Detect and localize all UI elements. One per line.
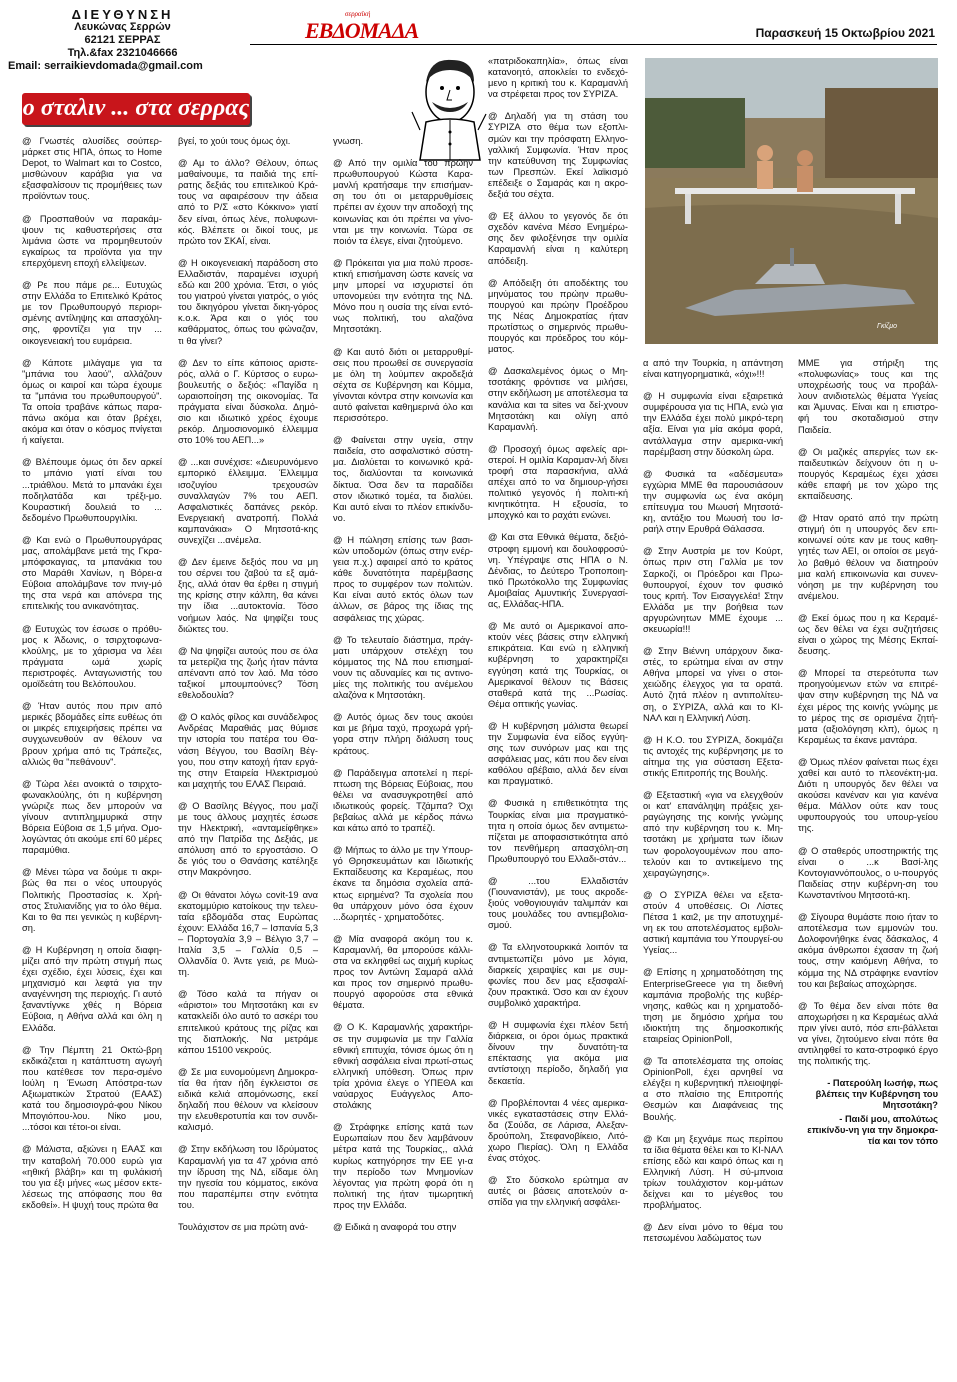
paragraph: @ Να ψηφίζει αυτούς που σε όλα τα μετερίζια της ζωής ήταν πάντα απέναντι από τον λαό. Μα τόσο ταξικοί μπουμπούνες? Τόση εθελοδουλία? (178, 645, 318, 701)
paragraph: @ Αυτός όμως δεν τους ακούει και με βήμα ταχύ, προχωρά γρή-γορα στην πλήρη διάλυση τους κράτους. (333, 712, 473, 756)
paragraph: @ Στην Αυστρία με τον Κούρτ, όπως πριν στη Γαλλία με τον Σαρκοζί, οι Πρόεδροι και Πρω-θυπουργοί, έχουν τον φυσικό τους κριτή. Τον Εισαγγελέα! Στην Ελλάδα με την βοήθεια των αργυρώνητων ΜΜΕ έχουμε ... σκευωρία!!! (643, 546, 783, 634)
paragraph: @ Η οικογενειακή παράδοση στο Ελλαδιστάν, παραμένει ισχυρή εδώ και 200 χρόνια. Έτσι, ο γιός του γιατρού γίνεται γιατρός, ο γιός του δικηγόρου γίνεται δικη-γόρος κ.ο.κ. Άρα και ο γιός του καθάρματος, όπως του φώναζαν, τι θα γίνει? (178, 257, 318, 346)
paragraph: @ Στο δύσκολο ερώτημα αν αυτές οι βάσεις αποτελούν α-σπίδα για την ελληνική ασφάλει- (488, 1175, 628, 1208)
paragraph: @ Μήπως το άλλο με την Υπουρ-γό Θρησκευμάτων και Ιδιωτικής Εκπαίδευσης κα Κεραμέως, που έκανε τα δημόσια σχολεία απά-κτως ειρημένα? Τα σχολεία που θα υπάρχουν μόνο όσα έχουν ...δωρητές - χρηματοδότες. (333, 845, 473, 922)
qa-answer: - Παιδί μου, απολύτως επικίνδυ-νη για την δημοκρα-τία και τον τόπο (807, 1113, 938, 1146)
paragraph: @ Η Κ.Ο. του ΣΥΡΙΖΑ, δοκιμάζει τις αντοχές της κυβέρνησης με το αίτημα της για σύσταση Εξετα-στικής Επιτροπής της Βουλής. (643, 734, 783, 778)
address-phone: Τηλ.&fax 2321046666 (67, 47, 178, 59)
paragraph: @ Και αυτό διότι οι μεταρρυθμί-σεις που προωθεί σε συνεργασία με όλη τη λούμπεν ακροδεξιά σέχτα σε Κυβέρνηση και Κόμμα, γίνονται κόντρα στην κοινωνία και αυτό φαίνεται καθημερινά όλο και περισσότερο. (333, 346, 473, 424)
paragraph: @ Σίγουρα θυμάστε ποιο ήταν το αποτέλεσμα των εμμονών του. Δολοφονήθηκε ένας δάσκαλος, 4 ακόμα άνθρωποι έχασαν τη ζωή τους, στην καιόμενη Αθήνα, το κόμμα της ΝΔ στράφηκε εναντίον του και βεβαίως αποχώρησε. (798, 912, 938, 989)
paragraph: @ Ο Βασίλης Βέγγος, που μαζί με τους άλλους μαχητές έσωσε την Ηλεκτρική, «ανταμείφθηκε» από την Πατρίδα της Δεξιάς, με απόλυση από το εργοστάσιο. Ο δε γιός του ο Θανάσης κατέληξε στην Μακρόνησο. (178, 800, 318, 878)
paragraph: @ Όμως πλέον φαίνεται πως έχει χαθεί και αυτό το πλεονέκτη-μα. Διότι η υπουργός δεν θέλει να ακούσει κανέναν και για κανένα θέμα. Μάλλον ούτε καν τους υφυπουργούς του υπουρ-γείου της. (798, 756, 938, 834)
paragraph: @ Φυσικά τα «αδέσμευτα» εγχώρια ΜΜΕ θα παρουσιάσουν την συμφωνία ως ένα ακόμη επίτευγμα του Μωυσή Μητσοτά-κη, αντάξιο του Μωυσή του Ισ-ραήλ στην Ερυθρά Θάλασσα. (643, 468, 783, 535)
paragraph: @ Δεν έμεινε δεξιός που να μη του σέρνει του ζαβού τα εξ αμά-ξης, αλλά όταν θα έρθει η στιγμή της κρίσης στην κάλπη, θα κάνει την ίδια ...αυτοκτονία. Τόσο νοήμων λαός. Να ψηφίζει τους διώκτες του. (178, 557, 318, 634)
column-6 (798, 358, 938, 1149)
paragraph: @ Ειδικά η αναφορά του στην (333, 1221, 457, 1232)
paragraph: @ Τα ελληνοτουρκικά λοιπόν τα αντιμετωπίζει μόνο με λόγια, διαρκείς χειραψίες και με συμ-φωνίες που δεν μας εξασφαλί-ζουν πρακτικά. Όσο και αν έχουν συμβολικό χαρακτήρα. (488, 942, 628, 1008)
paragraph: @ Και στα Εθνικά θέματα, δεξιό-στροφη εμμονή και δουλοφροσύ-νη. Υπέγραψε στις ΗΠΑ ο Ν. Δένδιας, το Δεύτερο Τροποποιη-τικό Πρωτόκολλο της Συμφωνίας Αμοιβαίας Αμυντικής Συνεργασί-ας, Ελλάδας-ΗΠΑ. (488, 532, 628, 610)
column-1 (22, 136, 162, 1222)
paragraph: @ Εξεταστική «για να ελεγχθούν οι κατ' επανάληψη πράξεις χει-ραγώγησης της κοινής γνώμης από την κυβέρνηση του κ. Μη-τσοτάκη με χρήματα των ίδιων των φορολογουμένων που απο-τελούν και το αντικείμενο της χειραγώγησης». (643, 790, 783, 878)
paragraph: @ Τώρα λέει ανοικτά ο τσιρχτο-φωνακλούλης, ότι η κυβέρνηση γνώριζε πως δεν μπορούν να γίνουν αντιπλημμυρικά στην Βόρεια Εύβοια σε 1,5 μήνα. Ομο-λογώντας ότι ακούμε επί 60 μέρες παραμύθια. (22, 778, 162, 856)
address-title: ΔΙΕΥΘΥΝΣΗ (71, 7, 174, 22)
paragraph: @ Προβλέπονται 4 νέες αμερικα-νικές εγκαταστάσεις στην Ελλά-δα (Σούδα, σε Λάρισα, Αλεξαν-δρούπολη, Στεφανοβίκειο, Λιτό-χωρο Πιερίας). Όλη η Ελλάδα ένας στόχος. (488, 1097, 628, 1164)
paragraph: @ Κάποτε μιλάγαμε για τα "μπάνια του λαού", αλλάζουν όμως οι καιροί και τώρα έχουμε τα "μπάνια του πρωθυπουργού". Τα οποία τραβάνε κάπως παρα-πάνω ακόμα και όταν βρέχει, ακόμα και όταν ο κόσμος πνίγεται ή καίγεται. (22, 357, 162, 446)
paragraph: @ Εξ άλλου το γεγονός δε ότι σχεδόν κανένα Μέσο Ενημέρω-σης δεν φιλοξένησε την ομιλία Καραμανλή είναι η καλύτερη απόδειξη. (488, 211, 628, 266)
paragraph: α από την Τουρκία, η απάντηση είναι κατηγορηματικά, «όχι»!!! (643, 358, 783, 380)
paragraph: @ Ο καλός φίλος και συνάδελφος Ανδρέας Μαραθιάς μας θύμισε την ιστορία του πατέρα του Θα-νάση Βέγγου, του Βασίλη Βέγ-γου, που στην κατοχή ήταν εργά-της στην Εταιρεία Ηλεκτρισμού και μαχητής του ΕΛΑΣ Πειραιά. (178, 712, 318, 789)
paragraph: @ Η κυβέρνηση μάλιστα θεωρεί την Συμφωνία ένα είδος εγγύη-σης των συνόρων μας και της ασφάλειας μας, κάτι που δεν είναι καθόλου αβέβαιο, αλλά δεν είναι και πραγματικό. (488, 720, 628, 787)
paragraph: @ Απόδειξη ότι αποδέκτης του μηνύματος του πρώην πρωθυ-πουργού και πρώην Προέδρου της Νέας Δημοκρατίας ήταν πρωτίστως ο σημερινός πρωθυ-πουργός και πρόεδρος του κόμ-ματος. (488, 277, 628, 355)
paragraph: @ Επίσης η χρηματοδότηση της EnterpriseGreece για τη διεθνή καμπάνια προβολής της κυβέρ-νησης, καθώς και η χρηματοδό-τηση με δημόσιο χρήμα του ιδιοκτήτη της δημοσκοπικής εταιρείας OpinionPoll, (643, 967, 783, 1044)
paragraph: @ Δεν είναι μόνο το θέμα του πετσωμένου λαδώματος των (643, 1222, 783, 1244)
header-rule (250, 44, 937, 45)
paragraph: @ Και ενώ ο Πρωθυπουργάρας μας, απολάμβανε μετά της Γκρα-μπόφσκαγιας, τα μπανάκια του στο Μαράθι Χανίων, η Βόρει-α Εύβοια απολάμβανε τον πνιγ-μό της στα νερά και απόνερα της επιτελικής του ανικανότητας. (22, 534, 162, 612)
flood-warship-photo (645, 58, 938, 344)
paragraph: @ Προσοχή όμως αφελείς αρι-στεροί. Η ομιλία Καραμαν-λή δίνει τροφή στα παρασκήνια, αλλά απέχει από το να δημιουρ-γήσει πολιτικό γεγονός ή πολιτι-κή κινητικότητα. Η εξουσία, το μποχγκό και το ραχάτι ενώνει. (488, 443, 628, 521)
address-street: Λευκώνας Σερρών (74, 21, 171, 33)
paragraph: @ Το θέμα δεν είναι πότε θα αποχωρήσει η κα Κεραμέως αλλά πριν γίνει αυτό, πόσ επι-βάλλεται να γίνει, ζητούμενο είναι πότε θα αντιληφθεί το κατα-στροφικό έργο της πολιτικής της. (798, 1000, 938, 1067)
paragraph: @ Στην εκδήλωση του Ιδρύματος Καραμανλή για τα 47 χρόνια από την ίδρυση της ΝΔ, είδαμε όλη την ηγεσία του κόμματος, εικόνα που παραπέμπει στην ενότητα του. (178, 1144, 318, 1210)
paragraph: @ Μάλιστα, αξιώνει η ΕΑΑΣ και την καταβολή 70.000 ευρώ για «ηθική βλάβη» και τη φυλάκισή του για έξι μήνες «ως μέσον εκτε-λέσεως της απόφασης που θα εκδοθεί». Η ψυχή τους πρώτα θα (22, 1144, 162, 1210)
logo-small-text: σερραϊκή (345, 10, 371, 18)
paragraph: @ Δασκαλεμένος όμως ο Μη-τσοτάκης φρόντισε να μιλήσει, στην εκδήλωση με αποτέλεσμα τα κανάλια και τα sites να δεί-χνουν Μητσοτάκη και ολίγη από Καραμανλή. (488, 366, 628, 432)
paragraph: @ Οι μαζικές απεργίες των εκ-παιδευτικών δείχνουν ότι η υ-πουργός Κεραμέως έχει χάσει κάθε επαφή με τον χώρο της εκπαίδευσης. (798, 446, 938, 502)
paragraph: @ Η συμφωνία είναι εξαιρετικά συμφέρουσα για τις ΗΠΑ, ενώ για την Ελλάδα έχει πολύ μικρό-τερη αξία. Είναι για μία ακόμα φορά, αντάλλαγμα στην αμερικα-νική παρέμβαση στην δύσκολη ώρα. (643, 391, 783, 457)
paragraph: @ Ήταν αυτός που πριν από μερικές βδομάδες είπε ευθέως ότι οι μικρές επιχειρήσεις πρέπει να συγχωνευθούν αν θέλουν να βρουν χρήμα από τις Τράπεζες, αλλιώς θα "πεθάνουν". (22, 701, 162, 767)
paragraph: @ Το τελευταίο διάστημα, πράγ-ματι υπάρχουν στελέχη του κόμματος της ΝΔ που επισημαί-νουν τις αδυναμίες και τις αντινο-μίες της πολιτικής του ανέμελου αλαζόνα κ Μητσοτάκη. (333, 634, 473, 701)
paragraph: @ Πρόκειται για μια πολύ προσε-κτική επισήμανση ώστε κανείς να μην μπορεί να ισχυριστεί ότι υπονομεύει την ενότητα της ΝΔ. Μόνο που η ουσία της είναι εντό-νως πολιτική, του αλαζόνα Μητσοτάκη. (333, 257, 473, 335)
paragraph: Τουλάχιστον σε μια πρώτη ανά- (178, 1221, 309, 1232)
paragraph: ΜΜΕ για στήριξη της «πολυφωνίας» τους και της υποχρέωσής τους να προβάλ-λουν ανιδιοτελώς θέματα Υγείας και Άμυνας. Είναι και η επιστρο-φή του σκοταδισμού στην Παιδεία. (798, 358, 938, 435)
paragraph: @ ...του Ελλαδιστάν (Γιουνανιστάν), με τους ακροδε-ξιούς νοθογιουγιάν ταλιμπάν και τους μουλάδες του αντιεμβολια-σμού. (488, 876, 628, 931)
paragraph: @ Στράφηκε επίσης κατά των Ευρωπαίων που δεν λαμβάνουν μέτρα κατά της Τουρκίας,, αλλά κυρίως κατηγόρησε την ΕΕ γι-α την περίοδο των Μνημονίων λέγοντας για πρώτη φορά ότι η πολιτική της ήταν τιμωρητική προς την Ελλάδα. (333, 1122, 473, 1210)
paragraph: @ Την Πέμπτη 21 Οκτώ-βρη εκδικάζεται η κατάπτυστη αγωγή που κατέθεσε τον περα-σμένο Ιούλη η Ένωση Απόστρα-των Αξιωματικών Στρατού (ΕΑΑΣ) κατά του δημοσιογρά-φου Νίκου Μπογιόπου-λου. Νίκο μου, ...τόσοι και τέτοι-οι είναι. (22, 1044, 162, 1133)
qa-block (798, 1078, 938, 1147)
column-4 (488, 56, 628, 1219)
paragraph: @ Ο σταθερός υποστηρικτής της είναι ο ...κ Βασί-λης Κοντογιαννόπουλος, ο υ-πουργός Παιδείας στην κυβέρνη-ση του Κωνσταντίνου Μητσοτά-κη. (798, 845, 938, 900)
paragraph: @ Αμ το άλλο? Θέλουν, όπως μαθαίνουμε, τα παιδιά της επί-ρατης δεξιάς του επιτελικού Κρά-τους να αφαιρέσουν την άδεια από το Ρ/Σ «στο Κόκκινο» γιατί δεν είναι, όπως λένε, πολυφωνι-κός. Βλέπετε οι δικοί τους, με πρώτο τον ΣΚΑΪ, είναι. (178, 158, 318, 246)
paragraph: @ Γνωστές αλυσίδες σούπερ-μάρκετ στις ΗΠΑ, όπως το Home Depot, το Walmart και το Costco, μισθώνουν καράβια για να εξασφαλίσουν τις προμήθειες των προϊόντων τους. (22, 136, 162, 202)
paragraph: @ Προσπαθούν να παρακάμ-ψουν τις καθυστερήσεις στα λιμάνια ώστε να προμηθευτούν εγκαίρως τα προϊόντα για την επερχόμενη εποχή ελλείψεων. (22, 213, 162, 268)
paragraph: @ Δεν το είπε κάποιος αριστε-ρός, αλλά ο Γ. Κύρτσος ο ευρω-βουλευτής ο δεξιός: «Παγίδα η ωραιοποίηση της οικονομίας. Τα πράγματα είναι δύσκολα. Δημό-σιο και ιδιωτικό χρέος έχουμε ρεκόρ. Δημοσιονομικό έλλειμμα στο 10% του ΑΕΠ...» (178, 357, 318, 446)
column-banner (22, 93, 250, 125)
paragraph: @ Φαίνεται στην υγεία, στην παιδεία, στο ασφαλιστικό σύστη-μα. Διαλύεται το κοινωνικό κρά-τος, διαλύονται τα κοινωνικά δίκτυα. Όσα δεν τα παραδίδει στον ιδιωτικό τομέα, τα διαλύει. Και αυτό είναι το πλέον επικίνδυ-νο. (333, 435, 473, 523)
paragraph: @ Σε μια ευνομούμενη Δημοκρα-τία θα ήταν ήδη έγκλειστοι σε ειδικά κελιά απομόνωσης, εκεί δηλαδή που θέλουν να κλείσουν την ελευθεροτυπία και τον συνδι-καλισμό. (178, 1066, 318, 1133)
paragraph: @ Από την ομιλία του πρώην πρωθυπουργού Κώστα Καρα-μανλή κρατήσαμε την επισήμαν-ση του ότι οι μεταρρυθμίσεις πρέπει αν έχουν την αποδοχή της κοινωνίας και ότι πρέπει να γίνο-νται με την κοινωνία. Τώρα σε ποιόν τα έλεγε, είναι ζητούμενο. (333, 158, 473, 246)
paragraph: @ Μπορεί τα στερεότυπα των προηγούμενων ετών να επιτρέ-ψαν στην κυβέρνηση της ΝΔ να έχει μέρος της κοινής γνώμης με το μέρος της σε ορισμένα ζητή-ματα (αξιολόγηση κλπ), όμως η Κεραμέως τα έκανε μαντάρα. (798, 668, 938, 745)
newspaper-logo (305, 10, 420, 46)
paragraph: γνωση. (333, 136, 364, 146)
paragraph: @ Ηταν ορατό από την πρώτη στιγμή ότι η υπουργός δεν επι-κοινωνεί ούτε καν με τους καθη-γητές των ΑΕΙ, οι οποίοι σε μεγά-λο βαθμό θέλουν να διατηρούν μια καλή επικοινωνία και συνεν-νόηση με την κυβέρνηση του ανέμελου. (798, 513, 938, 601)
address-city: 62121 ΣΕΡΡΑΣ (84, 34, 161, 46)
issue-date: Παρασκευή 15 Οκτωβρίου 2021 (755, 26, 935, 40)
logo-big-text: ΕΒΔΟΜΑΔΑ (305, 18, 419, 43)
paragraph: @ Ευτυχώς τον έσωσε ο πρόθυ-μος κ Άδωνις, ο τσιρχτοφωνα-κλούλης, με το χάρισμα να λέει πράγματα ωμά χωρίς περιστροφές. Ανταγωνιστής του ομοϊδεάτη του Βελόπουλου. (22, 623, 162, 690)
paragraph: @ Και μη ξεχνάμε πως περίπου τα ίδια θέματα θέλει και το ΚΙ-ΝΑΛ επίσης εδώ και καιρό όπως και η Ελληνική Λύση. Η σύ-μπνοια τρίων τουλάχιστον κομ-μάτων δείχνει και το μέγεθος του προβλήματος. (643, 1133, 783, 1211)
photo-caption: Γκίζμο (877, 323, 898, 330)
paragraph: @ Τόσο καλά τα πήγαν οι «άριστοι» του Μητσοτάκη και εν κατακλείδι όλο αυτό το ασκέρι του επιτελικού κράτους της ρίζας και της διαπλοκής. Να μετράμε κάπου 15100 νεκρούς. (178, 989, 318, 1055)
paragraph: @ Παράδειγμα αποτελεί η περί-πτωση της Βόρειας Εύβοιας, που θέλει να ανασυγκροτηθεί από ιδιωτικούς φορείς. Τζάμπα? Όχι βεβαίως αλλά με κέρδος πάνω και κάτω από το τραπέζι. (333, 767, 473, 834)
paragraph: @ Οι θάνατοι λόγω covit-19 ανα εκατομμύριο κατοίκους την τελευ-ταία εβδομάδα στας Ευρώπας έχουν: Ελλάδα 16,7 – Ισπανία 5,3 – Πορτογαλία 3,9 – Βέλγιο 3,7 – Ιταλία 3,5 – Γαλλία 0,5 – Ολλανδία 0. Άντε γειά, ρε Μυώ-τη. (178, 889, 318, 978)
qa-question: - Πατερούλη Ιωσήφ, πως βλέπεις την Κυβέρνηση του Μητσοτάκη? (815, 1078, 938, 1111)
paragraph: @ Μένει τώρα να δούμε τι ακρι-βώς θα πει ο νέος υπουργός Πολιτικής Προστασίας κ. Χρή-στος Στυλιανίδης για το όλο θέμα. Και το θα πει γενικώς η κυβέρνη-ση. (22, 867, 162, 933)
column-2 (178, 136, 318, 1244)
paragraph: @ Η πώληση επίσης των βασι-κών υποδομών (όπως στην ενέρ-γεια π.χ.) αφαιρεί από το κράτος κάθε δυνατότητα παρέμβασης προς το συμφέρον των πολιτών. Και είναι αυτό εκτός όλων των άλλων, σε βάρος της ίδιας της ασφάλειας της χώρας. (333, 534, 473, 623)
address-block (10, 8, 235, 73)
paragraph: @ Ο Κ. Καραμανλής χαρακτήρι-σε την συμφωνία με την Γαλλία εθνική επιτυχία, τόνισε όμως ότι η εθνική ασφάλεια είναι πρωτί-στως ελληνική υπόθεση. Όπως πριν τρία χρόνια έλεγε ο ΥΠΕΘΑ και ναύαρχος Ευάγγελος Απο-στολάκης (333, 1022, 473, 1111)
paragraph: @ Εκεί όμως που η κα Κεραμέ-ως δεν θέλει να έχει συζητήσεις είναι ο χώρος της Μέσης Εκπαί-δευσης. (798, 612, 938, 657)
column-5 (643, 358, 783, 1255)
address-email: Email: serraikievdomada@gmail.com (8, 60, 203, 72)
paragraph: @ Στην Βιέννη υπάρχουν δικα-στές, το ερώτημα είναι αν στην Αθήνα μπορεί να γίνει ο στοι-χειώδης έλεγχος για τα ορατά. Αυτό ζητά πλέον η αντιπολίτευ-ση, ο ΣΥΡΙΖΑ, αλλά και το ΚΙ-ΝΑΛ και η Ελληνική Λύση. (643, 646, 783, 723)
paragraph: @ Τα αποτελέσματα της οποίας OpinionPoll, έχει αρνηθεί να ελέγξει η κυβερνητική πλειοψηφί-α στο πλαίσιο της Επιτροπής Θεσμών και Διαφάνειας της Βουλής. (643, 1056, 783, 1122)
paragraph: @ Μία αναφορά ακόμη του κ. Καραμανλή, θα μπορούσε κάλλι-στα να εκληφθεί ως αιχμή κυρίως προς τον Αντώνη Σαμαρά αλλά και προς τον σημερινό πρωθυ-πουργό αφορούσε στα εθνικά θέματα. (333, 933, 473, 1011)
paragraph: @ Η συμφωνία έχει πλέον 5ετή διάρκεια, οι όροι όμως πρακτικά δίνουν την δυνατότη-τα επέκτασης για ακόμα μια αντίστοιχη περίοδο, δηλαδή για δεκαετία. (488, 1020, 628, 1086)
paragraph: @ Η Κυβέρνηση η οποία διαφη-μίζει από την πρώτη στιγμή πως έχει σχέδιο, έχει λύσεις, έχει και μηχανισμό και λεφτά για την αναγέννηση της περιοχής. Γι αυτό ξαναντίγνκε χθές η Βόρεια Εύβοια, η Αθήνα αλλά και όλη η Ελλάδα. (22, 944, 162, 1033)
paragraph: @ ...και συνέχισε: «Διευρυνόμενο εμπορικό έλλειμμα. Έλλειμμα ισοζυγίου τρεχουσών συναλλαγών 7% του ΑΕΠ. Ασφαλιστικές δαπάνες ρεκόρ. Ενεργειακή ανατροπή. Πολλά καμπανάκια» Ο Μητσοτά-κης συνεχίζει ...ανέμελα. (178, 457, 318, 545)
paragraph: @ Βλέπουμε όμως ότι δεν αρκεί το μπάνιο γιατί είναι του ...τριάθλου. Μετά το μπανάκι έχει ποδηλατάδα και τρέξι-μο. Κουραστική δουλειά το ... δεδομένο Πρωθυπουργιλίκι. (22, 457, 162, 523)
paragraph: @ Δηλαδή για τη στάση του ΣΥΡΙΖΑ στο θέμα των εξοπλι-σμών και την πρόσφατη Ελληνο-γαλλική Συμφωνία. Ήταν προς την κατεύθυνση της Συμφωνίας των Πρεσπών. Εκεί λαϊκισμό επέδειξε ο Σαμαράς και η ακρο-δεξιά του σέχτα. (488, 111, 628, 200)
column-banner-text: ο σταλιν ... στα σερρας (22, 95, 250, 121)
paragraph: «πατριδοκαπηλία», όπως είναι κατανοητό, αποκλείει το ενδεχό-μενο η κριτική του κ. Καραμανλή να στρέφεται προς τον ΣΥΡΙΖΑ. (488, 56, 628, 100)
paragraph: @ Ρε που πάμε ρε... Ευτυχώς στην Ελλάδα το Επιτελικό Κράτος με τον Πρωθυπουργό περιορι-σμένης αντίληψης και απασχόλη-σης, φροντίζει για την ... οικογενειακή του ευμάρεια. (22, 280, 162, 346)
column-3 (333, 136, 473, 1244)
paragraph: @ Φυσικά η επιθετικότητα της Τουρκίας είναι μια πραγματικό-τητα η οποία όμως δεν αντιμετω-πίζεται με αποφασιστικότητα από τον πενθήμερη απασχόλη-ση Πρωθυπουργό του Ελλαδι-στάν... (488, 798, 628, 864)
paragraph: @ Με αυτό οι Αμερικανοί απο-κτούν νέες βάσεις στην ελληνική επικράτεια. Και ενώ η ελληνική κυβέρνηση το χαρακτηρίζει εγγύηση κατά της Τουρκίας, οι Αμερικανοί θέλουν τις Βάσεις σταθερά κατά της ...Ρωσίας. Θέμα οπτικής γωνίας. (488, 621, 628, 709)
paragraph: βγεί, το χούι τους όμως όχι. (178, 136, 291, 146)
paragraph: @ Ο ΣΥΡΙΖΑ θέλει να εξετα-στούν 4 υποθέσεις. Οι Λίστες Πέτσα 1 και2, με την αποτυχημέ-νη εκ του αποτελέσματος εμβολι-αστική καμπάνια του Υπουργεί-ου Υγείας... (643, 889, 783, 956)
